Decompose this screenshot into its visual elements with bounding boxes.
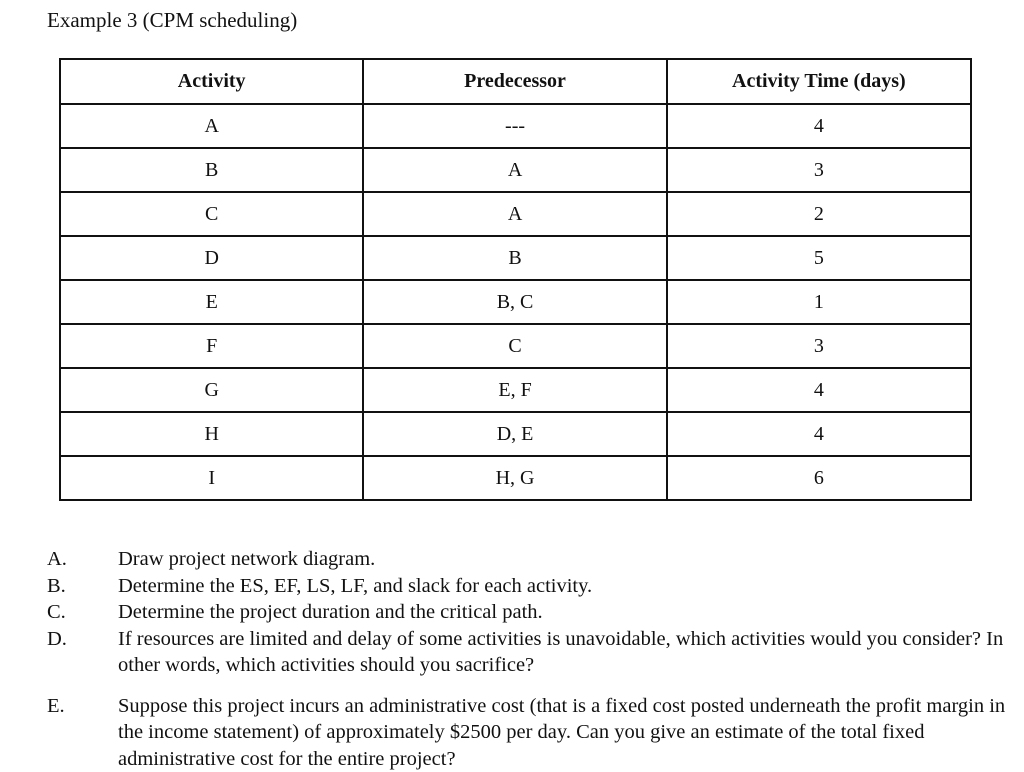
question-text: Suppose this project incurs an administrative cost (that is a fixed cost posted underneath the profit margin in the income statement) of approximately $2500 per day. Can you give an estimate of the total fixed administrative cost for the entire project? (118, 695, 1005, 770)
activity-cell: G (60, 368, 363, 412)
question-item-e (47, 693, 1007, 772)
predecessor-cell: B, C (363, 280, 666, 324)
table-row (60, 412, 971, 456)
activity-cell: A (60, 104, 363, 148)
question-item-c (47, 599, 1007, 626)
table-row (60, 236, 971, 280)
question-text: Determine the project duration and the critical path. (118, 601, 543, 623)
predecessor-cell: --- (363, 104, 666, 148)
time-cell: 5 (667, 236, 971, 280)
predecessor-cell: A (363, 148, 666, 192)
question-letter: C. (47, 599, 66, 626)
page-title: Example 3 (CPM scheduling) (47, 6, 297, 34)
question-letter: D. (47, 626, 67, 653)
table-row (60, 456, 971, 500)
header-activity-time: Activity Time (days) (667, 59, 971, 104)
activity-cell: E (60, 280, 363, 324)
predecessor-cell: D, E (363, 412, 666, 456)
time-cell: 6 (667, 456, 971, 500)
table-row (60, 192, 971, 236)
table-row (60, 280, 971, 324)
activity-cell: I (60, 456, 363, 500)
predecessor-cell: A (363, 192, 666, 236)
predecessor-cell: E, F (363, 368, 666, 412)
question-text: Draw project network diagram. (118, 548, 375, 570)
table-row (60, 368, 971, 412)
activity-cell: D (60, 236, 363, 280)
header-predecessor: Predecessor (363, 59, 666, 104)
question-item-a (47, 546, 1007, 573)
question-letter: E. (47, 693, 65, 720)
time-cell: 1 (667, 280, 971, 324)
activity-cell: H (60, 412, 363, 456)
table-row (60, 148, 971, 192)
time-cell: 3 (667, 324, 971, 368)
predecessor-cell: H, G (363, 456, 666, 500)
predecessor-cell: B (363, 236, 666, 280)
cpm-activity-table (59, 58, 972, 501)
time-cell: 3 (667, 148, 971, 192)
question-item-d (47, 626, 1007, 679)
question-letter: B. (47, 573, 66, 600)
table-row (60, 324, 971, 368)
activity-cell: B (60, 148, 363, 192)
question-item-b (47, 573, 1007, 600)
predecessor-cell: C (363, 324, 666, 368)
table-row (60, 104, 971, 148)
time-cell: 2 (667, 192, 971, 236)
activity-cell: C (60, 192, 363, 236)
activity-cell: F (60, 324, 363, 368)
time-cell: 4 (667, 412, 971, 456)
header-activity: Activity (60, 59, 363, 104)
question-text: Determine the ES, EF, LS, LF, and slack for each activity. (118, 575, 592, 597)
question-list (47, 546, 1007, 772)
question-text: If resources are limited and delay of some activities is unavoidable, which activities would you consider? In other words, which activities should you sacrifice? (118, 628, 1003, 677)
time-cell: 4 (667, 368, 971, 412)
table-header-row (60, 59, 971, 104)
question-letter: A. (47, 546, 67, 573)
time-cell: 4 (667, 104, 971, 148)
